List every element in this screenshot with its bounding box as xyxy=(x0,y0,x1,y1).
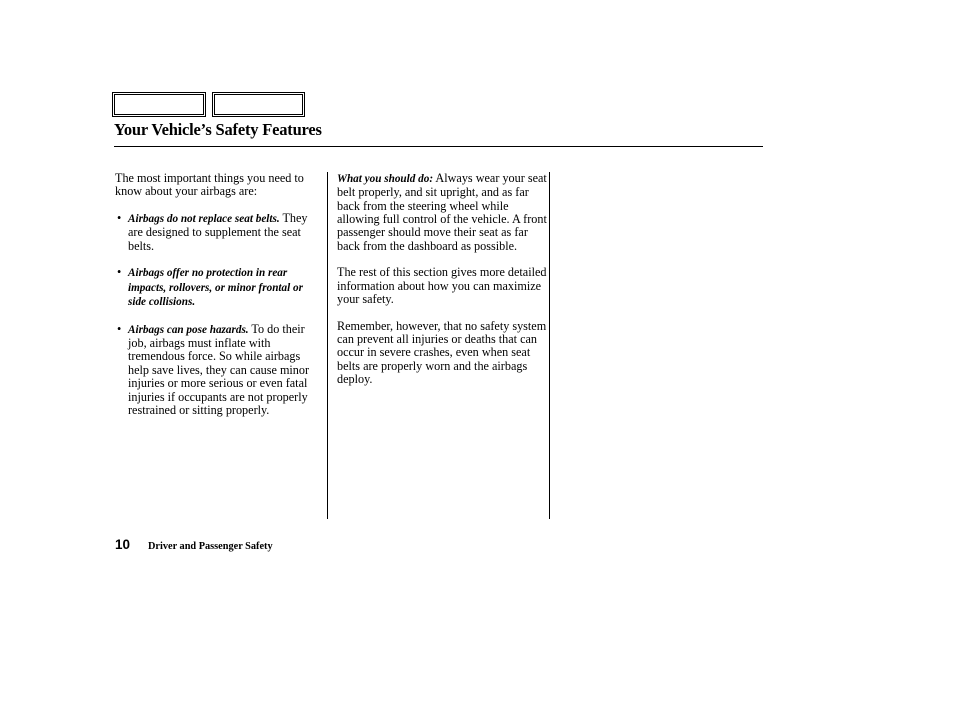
page-title: Your Vehicle’s Safety Features xyxy=(114,120,322,139)
bullet-text: They are designed to supplement the seat belts. xyxy=(128,211,308,253)
intro-paragraph: The most important things you need to know about your airbags are: xyxy=(115,171,304,199)
bullet-lead: Airbags do not replace seat belts. xyxy=(128,213,280,226)
bullet-item-seat-belts xyxy=(115,212,322,253)
header-divider xyxy=(114,146,763,147)
bullet-lead: Airbags offer no protection in rear impacts, rollovers, or minor frontal or side collisions. xyxy=(128,267,303,309)
bullet-icon: • xyxy=(117,211,122,226)
footer-section-title: Driver and Passenger Safety xyxy=(148,541,273,552)
what-to-do-lead: What you should do: xyxy=(337,173,434,185)
column-divider-2 xyxy=(549,172,550,519)
section-tab-2 xyxy=(212,92,305,117)
bullet-icon: • xyxy=(117,265,122,280)
page-number: 10 xyxy=(115,537,131,552)
bullet-lead: Airbags can pose hazards. xyxy=(128,323,249,336)
right-column xyxy=(337,172,547,387)
rest-of-section-paragraph: The rest of this section gives more detailed information about how you can maximize your safety. xyxy=(337,265,547,307)
bullet-text: To do their job, airbags must inflate with tremendous force. So while airbags help save lives, they can cause minor injuries or more serious or even fatal injuries if occupants are not properly restrained or sitting properly. xyxy=(128,321,310,417)
bullet-icon: • xyxy=(117,321,122,336)
left-column xyxy=(115,172,322,417)
bullet-item-no-protection xyxy=(115,266,322,309)
section-tab-1 xyxy=(112,92,206,117)
what-to-do-paragraph xyxy=(337,172,547,253)
bullet-item-hazards xyxy=(115,323,322,417)
what-to-do-text: Always wear your seat belt properly, and sit upright, and as far back from the steering wheel while allowing full control of the vehicle. A front passenger should move their seat as far back from the dashboard as possible. xyxy=(337,171,547,253)
column-divider-1 xyxy=(327,172,328,519)
remember-paragraph: Remember, however, that no safety system can prevent all injuries or deaths that can occur in severe crashes, even when seat belts are properly worn and the airbags deploy. xyxy=(337,318,547,387)
